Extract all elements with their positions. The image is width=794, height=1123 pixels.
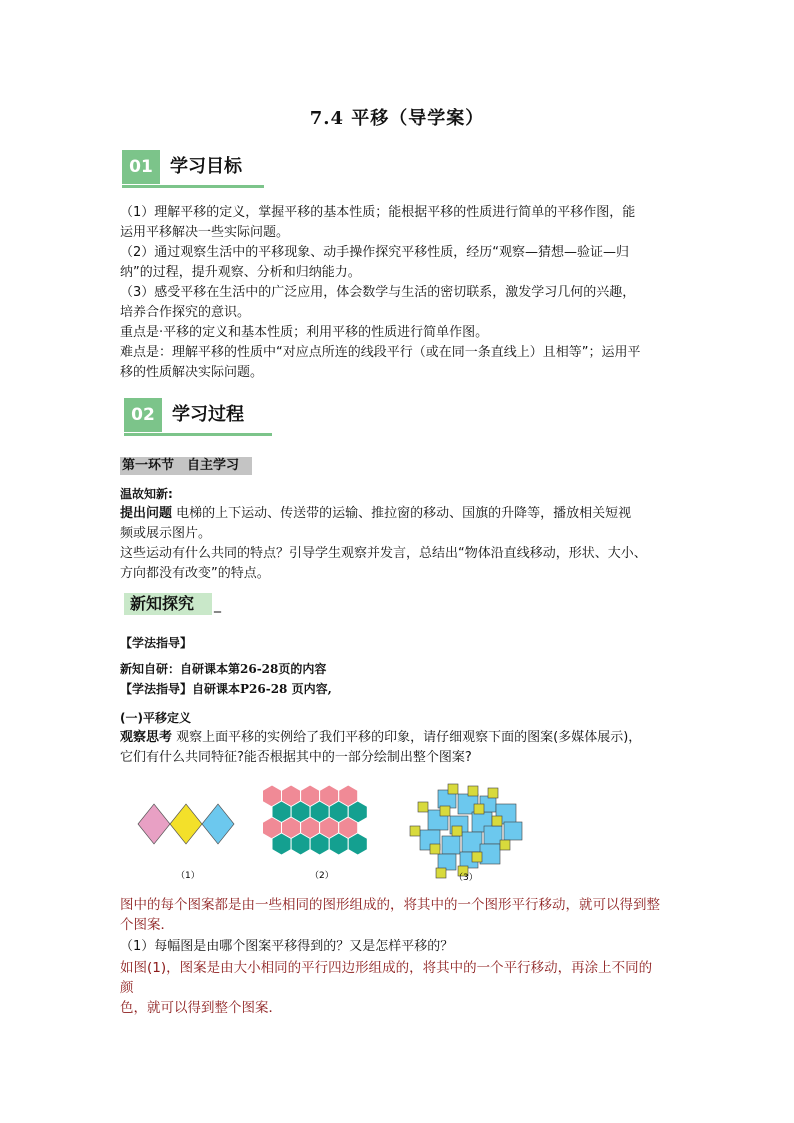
new-explore-heading: 新知探究 <box>124 593 212 615</box>
pose-text: 频或展示图片。 <box>120 526 212 541</box>
goal-line: （1）理解平移的定义，掌握平移的基本性质；能根据平移的性质进行简单的平移作图，能 <box>120 205 636 220</box>
section-label: 学习目标 <box>170 156 242 177</box>
goals-block <box>120 203 680 383</box>
review-label: 温故知新: <box>120 487 173 501</box>
section-underline <box>122 185 264 188</box>
hexagon-tile <box>272 833 291 855</box>
blue-rhombus <box>202 804 234 844</box>
answer-block-2 <box>120 958 690 1018</box>
question-1: （1）每幅图是由哪个图案平移得到的？又是怎样平移的？ <box>120 939 454 954</box>
new-explore-tail: _ <box>214 597 221 613</box>
goal-line: 运用平移解决一些实际问题。 <box>120 225 290 240</box>
answer-line: 个图案． <box>120 917 174 933</box>
review-block <box>120 484 680 584</box>
think-label: 观察思考 <box>120 730 173 745</box>
pose-label: 提出问题 <box>120 506 173 521</box>
answer-line: 如图(1)，图案是由大小相同的平行四边形组成的，将其中的一个平行移动，再涂上不同的 <box>120 960 653 976</box>
figure-caption: （2） <box>310 871 334 881</box>
pose-text: 电梯的上下运动、传送带的运输、推拉窗的移动、国旗的升降等，播放相关短视 <box>172 506 632 521</box>
goal-line: 重点是·平移的定义和基本性质；利用平移的性质进行简单作图。 <box>120 325 489 340</box>
guide-text: 【学法指导】自研课本P26-28 页内容, <box>120 682 332 696</box>
figure-2-hexagon-pattern <box>263 785 368 855</box>
goal-line: （2）通过观察生活中的平移现象、动手操作探究平移性质，经历“观察—猜想—验证—归 <box>120 245 630 260</box>
self-study-text: 新知自研：自研课本第26-28页的内容 <box>120 662 327 676</box>
hexagon-tile <box>348 833 367 855</box>
pink-rhombus <box>138 804 170 844</box>
section-underline <box>124 433 272 436</box>
section-header-goals <box>122 150 264 186</box>
page-title: 7.4 平移（导学案） <box>309 108 485 129</box>
goal-line: 培养合作探究的意识。 <box>120 305 251 320</box>
figure-1-rhombus-pattern <box>138 804 234 844</box>
think-text: 观察上面平移的实例给了我们平移的印象，请仔细观察下面的图案(多媒体展示)， <box>172 730 642 745</box>
step-heading-text: 第一环节 自主学习 <box>122 458 240 473</box>
hexagon-tile <box>310 833 329 855</box>
answer-line: 图中的每个图案都是由一些相同的图形组成的，将其中的一个图形平行移动，就可以得到整 <box>120 897 660 913</box>
goal-line: 纳”的过程，提升观察、分析和归纳能力。 <box>120 265 361 280</box>
discuss-text: 这些运动有什么共同的特点？引导学生观察并发言，总结出“物体沿直线移动，形状、大小、 <box>120 546 647 561</box>
section-header-process <box>124 398 272 434</box>
figure-3-square-pattern <box>410 784 522 878</box>
goal-line: （3）感受平移在生活中的广泛应用，体会数学与生活的密切联系，激发学习几何的兴趣， <box>120 285 636 300</box>
section-number: 02 <box>124 398 162 432</box>
step-heading <box>120 457 252 475</box>
section-label: 学习过程 <box>172 404 244 425</box>
think-text: 它们有什么共同特征?能否根据其中的一部分绘制出整个图案? <box>120 750 472 765</box>
hexagon-tile <box>291 833 310 855</box>
figure-caption: （1） <box>176 871 200 881</box>
goal-line: 移的性质解决实际问题。 <box>120 365 264 380</box>
section-number: 01 <box>122 150 160 184</box>
figure-caption: （3） <box>454 873 478 883</box>
hexagon-tile <box>329 833 348 855</box>
guide-heading: 【学法指导】 <box>120 636 193 650</box>
answer-block-1 <box>120 895 690 935</box>
pattern-figures <box>120 782 560 890</box>
yellow-rhombus <box>170 804 202 844</box>
answer-line: 色，就可以得到整个图案． <box>120 1000 282 1016</box>
answer-line: 颜 <box>120 980 134 996</box>
think-block <box>120 728 680 768</box>
definition-heading: (一)平移定义 <box>120 711 191 725</box>
goal-line: 难点是：理解平移的性质中“对应点所连的线段平行（或在同一条直线上）且相等”；运用平 <box>120 345 641 360</box>
discuss-text: 方向都没有改变”的特点。 <box>120 566 270 581</box>
